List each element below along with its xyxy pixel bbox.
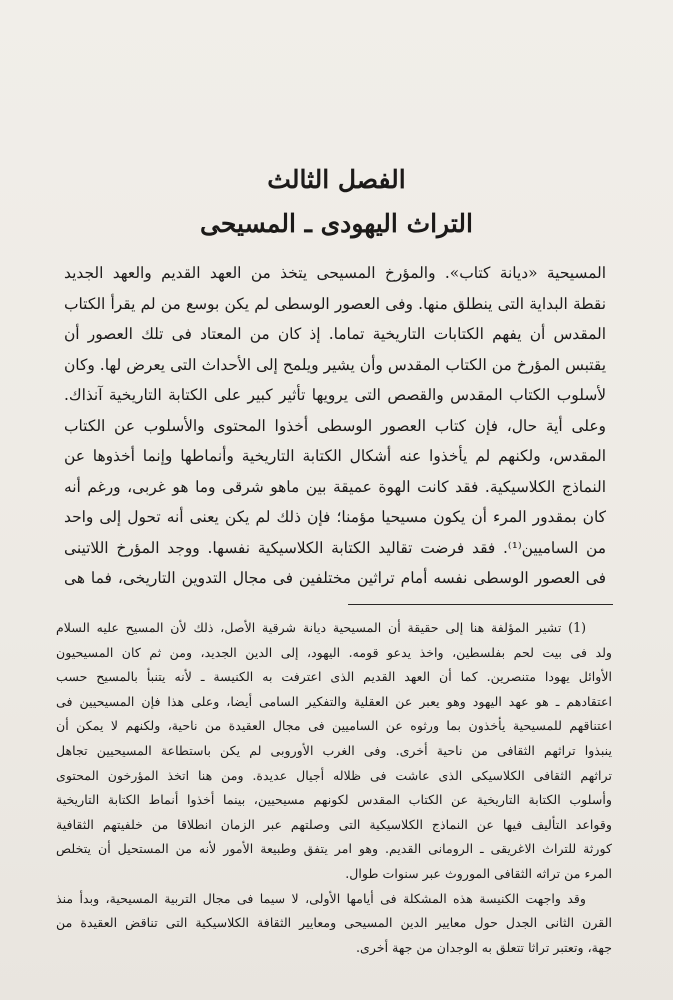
- body-line: كان بمقدور المرء أن يكون مسيحيا مؤمنا؛ فإن ذلك لم يكن يعنى أنه تحول إلى واحد: [64, 508, 606, 526]
- body-line: يقتبس المؤرخ من الكتاب المقدس وأن يشير ويلمح إلى الأحداث التى يعرض لها. وكان: [64, 355, 606, 374]
- footnote-line: الأوائل يهودا متنصرين. كما أن العهد القديم الذى اعترفت به الكنيسة ـ لأنه يتنبأ بالمسيح حسب: [56, 669, 612, 685]
- body-line: وعلى أية حال، فإن كتاب العصور الوسطى أخذوا المحتوى والأسلوب عن الكتاب: [64, 416, 606, 435]
- footnote-line: (1) تشير المؤلفة هنا إلى حقيقة أن المسيحية ديانة شرقية الأصل، ذلك لأن المسيح عليه السلام: [56, 620, 586, 635]
- body-line: المسيحية «ديانة كتاب». والمؤرخ المسيحى يتخذ من العهد القديم والعهد الجديد: [64, 264, 606, 282]
- footnote-line: وقواعد التأليف فيها عن النماذج الكلاسيكية التى وصلتهم عبر الزمان انطلاقا من خلفيتهم الثقافية: [56, 816, 612, 832]
- footnote-line: القرن الثانى الجدل حول معايير الدين المسيحى ومعايير الثقافة الكلاسيكية التى تناقض العقيدة من: [56, 915, 612, 931]
- footnote-divider: [348, 604, 613, 605]
- footnote-line: وقد واجهت الكنيسة هذه المشكلة فى أيامها الأولى، لا سيما فى مجال التربية المسيحية، وبدأ منذ: [56, 890, 586, 906]
- body-line: فى العصور الوسطى نفسه أمام تراثين مختلفين فى مجال التدوين التاريخى، فما هى: [64, 569, 606, 587]
- chapter-title: التراث اليهودى ـ المسيحى: [200, 209, 473, 238]
- footnote-line: كورثة للتراث الاغريقى ـ الرومانى القديم. وهو امر يتفق وطبيعة الأمور لأنه من المستحيل أن يتخلص: [56, 841, 612, 857]
- footnote-line: تراثهم الثقافى الكلاسيكى الذى عاشت فى ظلاله أجيال عديدة. ومن هنا اتخذ المؤرخون المحتوى: [56, 767, 612, 783]
- footnotes: [56, 616, 612, 960]
- footnote-line: اعتقادهم ـ هو عهد اليهود وهو يعبر عن العقلية والتفكير السامى أيضا، وعلى هذا فإن المسيحيين فى: [56, 693, 612, 709]
- body-line: المقدس، ولكنهم لم يأخذوا عنه أشكال الكتابة التاريخية وأنماطها وإنما أخذوها عن: [64, 447, 606, 465]
- body-line: النماذج الكلاسيكية. فقد كانت الهوة عميقة بين ماهو شرقى وما هو غربى، ورغم أنه: [64, 477, 606, 496]
- footnote-line: ينبذوا تراثهم الثقافى من ناحية أخرى. وفى الغرب الأوروبى لم يكن باستطاعة المسيحيين تجاهل: [56, 742, 612, 758]
- body-paragraph: [64, 258, 606, 594]
- footnote-line: وأسلوب الكتابة التاريخية عن الكتاب المقدس لكونهم مسيحيين، بينما أخذوا أنماط الكتابة التاريخية: [56, 792, 612, 808]
- footnote-line: اعتناقهم للمسيحية يأخذون بما ورثوه عن الساميين فى مجال العقيدة من ناحية، ولكنهم لا يمكن أن: [56, 718, 612, 734]
- footnote-line: المرء من تراثه الثقافى الموروث عبر سنوات طوال.: [345, 865, 612, 881]
- footnote-line: جهة، وتعتبر تراثا تتعلق به الوجدان من جهة أخرى.: [355, 939, 612, 955]
- body-line: لأسلوب الكتاب المقدس والقصص التى يرويها تأثير كبير على الكتابة التاريخية آنذاك.: [64, 386, 606, 404]
- footnote-line: ولد فى بيت لحم بفلسطين، واخذ يدعو قومه. اليهود، إلى الدين الجديد، ومن ثم كان المسيحيون: [56, 644, 612, 660]
- body-line: نقطة البداية التى ينطلق منها. وفى العصور الوسطى لم يكن بوسع من لم يقرأ الكتاب: [64, 294, 606, 313]
- chapter-heading: الفصل الثالث: [267, 165, 406, 194]
- body-line: من الساميين⁽¹⁾. فقد فرضت تقاليد الكتابة الكلاسيكية نفسها. ووجد المؤرخ اللاتينى: [64, 538, 606, 557]
- body-line: المقدس أن يفهم الكتابات التاريخية تماما. إذ كان من المعتاد فى تلك العصور أن: [64, 325, 606, 343]
